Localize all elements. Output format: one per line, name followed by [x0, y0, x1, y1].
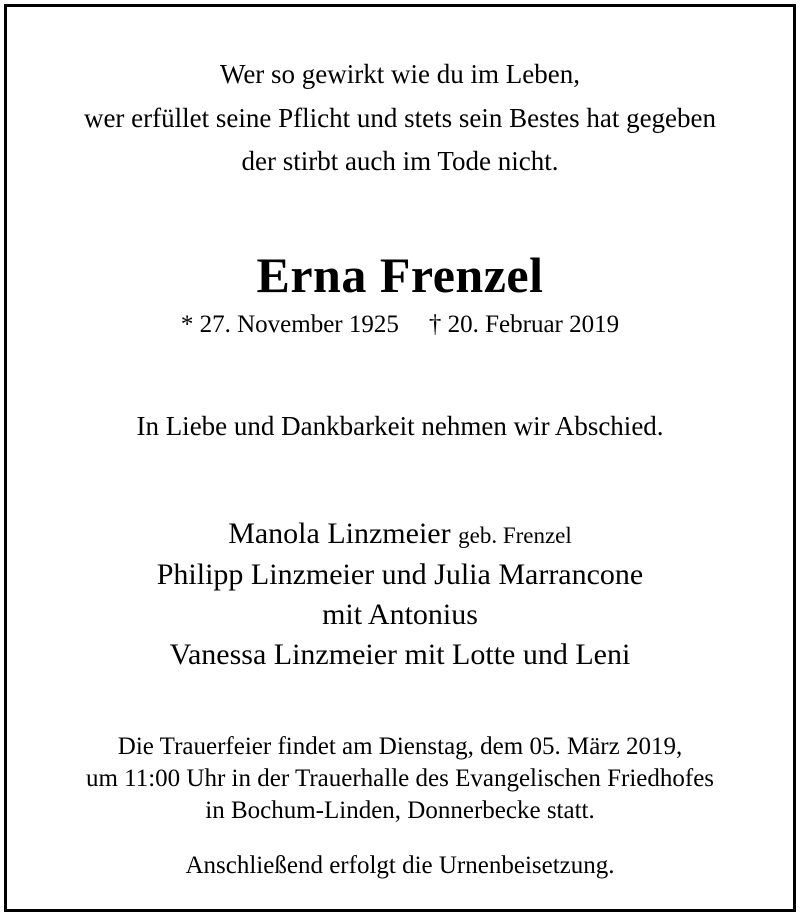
ceremony-line-3: in Bochum-Linden, Donnerbecke statt.: [205, 797, 595, 824]
birth-date: * 27. November 1925: [180, 311, 399, 338]
family-line-1: [7, 519, 793, 549]
life-dates: [7, 312, 793, 337]
family-line-4: Vanessa Linzmeier mit Lotte und Leni: [169, 638, 631, 671]
farewell-text: In Liebe und Dankbarkeit nehmen wir Abschied.: [136, 411, 664, 441]
family-name-manola: Manola Linzmeier: [228, 517, 451, 550]
motto-line-3: der stirbt auch im Tode nicht.: [241, 146, 559, 176]
family-name-suffix: geb. Frenzel: [458, 523, 572, 548]
ceremony-line-1: Die Trauerfeier findet am Dienstag, dem 05. März 2019,: [117, 733, 683, 760]
motto-line-1: Wer so gewirkt wie du im Leben,: [220, 59, 580, 89]
motto-line-2: wer erfüllet seine Pflicht und stets sein Bestes hat gegeben: [83, 103, 717, 133]
ceremony-line-2: um 11:00 Uhr in der Trauerhalle des Evangelischen Friedhofes: [85, 765, 715, 792]
deceased-name: Erna Frenzel: [256, 247, 544, 303]
family-line-3: mit Antonius: [322, 598, 478, 631]
obituary-notice: [4, 4, 796, 912]
burial-note: Anschließend erfolgt die Urnenbeisetzung.: [185, 852, 615, 879]
family-line-2: Philipp Linzmeier und Julia Marrancone: [156, 558, 644, 591]
death-date: † 20. Februar 2019: [428, 311, 620, 338]
